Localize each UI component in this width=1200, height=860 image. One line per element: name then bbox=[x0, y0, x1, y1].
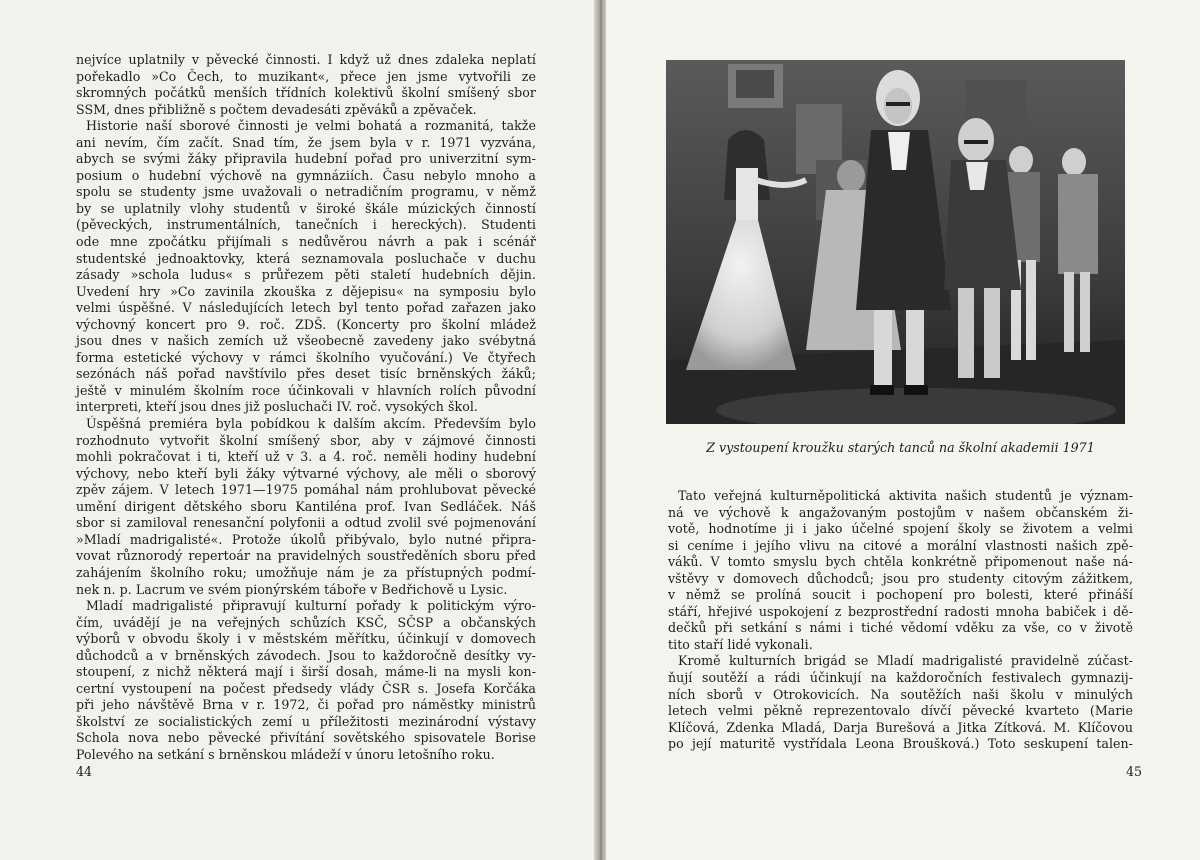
text-line: by se uplatnily vlohy studentů v široké škále múzických činností bbox=[76, 200, 536, 216]
text-line: sezónách náš pořad navštívilo přes deset tisíc brněnských žáků; bbox=[76, 366, 536, 382]
text-line: nejvíce uplatnily v pěvecké činnosti. I když už dnes zdaleka neplatí bbox=[76, 52, 536, 67]
text-line: studentské jednoaktovky, která seznamovala posluchače v duchu bbox=[76, 250, 536, 266]
text-line: Historie naší sborové činnosti je velmi bohatá a rozmanitá, takže bbox=[86, 118, 536, 134]
text-line: Uvedení hry »Co zavinila zkouška z dějepisu« na symposiu bylo bbox=[76, 283, 536, 299]
text-line: ná ve výchově k angažovaným postojům v našem občanském ži- bbox=[668, 504, 1133, 520]
text-line: výchovný koncert pro 9. roč. ZDŠ. (Koncerty pro školní mládež bbox=[76, 316, 536, 332]
text-line: ních sborů v Otrokovicích. Na soutěžích naši školu v minulých bbox=[668, 686, 1133, 702]
text-line: vovat různorodý repertoár na pravidelných soustředěních sboru před bbox=[76, 548, 536, 564]
text-line: ode mne zpočátku přijímali s nedůvěrou návrh a pak i scénář bbox=[76, 234, 536, 250]
left-page-number: 44 bbox=[76, 764, 93, 779]
text-line: velmi úspěšné. V následujících letech byl tento pořad zařazen jako bbox=[76, 300, 536, 316]
text-line: ňují soutěží a rádi účinkují na každoročních festivalech gymnazij- bbox=[668, 670, 1133, 686]
text-line: skromných počátků menších třídních kolektivů školní smíšený sbor bbox=[76, 85, 536, 101]
text-line: školství ze socialistických zemí u příležitosti mezinárodní výstavy bbox=[76, 713, 536, 729]
text-line: Schola nova nebo pěvecké přivítání sovětského spisovatele Borise bbox=[76, 730, 536, 746]
text-line: Tato veřejná kulturněpolitická aktivita našich studentů je význam- bbox=[678, 488, 1133, 503]
right-page-number: 45 bbox=[1126, 764, 1143, 779]
text-line: Kromě kulturních brigád se Mladí madrigalisté pravidelně zúčast- bbox=[678, 653, 1133, 669]
text-line: Polevého na setkání s brněnskou mládeží v únoru letošního roku. bbox=[76, 746, 495, 762]
text-line: ani nevím, čím začít. Snad tím, že jsem byla v r. 1971 vyzvána, bbox=[76, 134, 536, 150]
text-line: čím, uvádějí je na veřejných schůzích KSČ, SČSP a občanských bbox=[76, 614, 536, 630]
text-line: (pěveckých, instrumentálních, tanečních i hereckých). Studenti bbox=[76, 217, 536, 233]
text-line: mohli pokračovat i ti, kteří už v 3. a 4. roč. neměli hodiny hudební bbox=[76, 449, 536, 465]
text-line: certní vystoupení na počest předsedy vlády ČSR s. Josefa Korčáka bbox=[76, 680, 536, 696]
text-line: letech velmi pěkně reprezentovalo dívčí pěvecké kvarteto (Marie bbox=[668, 703, 1133, 719]
text-line: SSM, dnes přibližně s počtem devadesáti zpěváků a zpěvaček. bbox=[76, 101, 477, 117]
text-line: zásady »schola ludus« s průřezem pěti staletí hudebních dějin. bbox=[76, 267, 536, 283]
text-line: posium o hudební výchově na gymnáziích. Času nebylo mnoho a bbox=[76, 167, 536, 183]
text-line: Úspěšná premiéra byla pobídkou k dalším akcím. Především bylo bbox=[86, 416, 536, 432]
right-page bbox=[606, 0, 1200, 860]
text-line: pořekadlo »Co Čech, to muzikant«, přece jen jsme vytvořili ze bbox=[76, 68, 536, 84]
text-line: forma estetické výchovy v rámci školního vyučování.) Ve čtyřech bbox=[76, 349, 536, 365]
text-line: interpreti, kteří jsou dnes již posluchači IV. roč. vysokých škol. bbox=[76, 399, 478, 415]
text-line: Mladí madrigalisté připravují kulturní pořady k politickým výro- bbox=[86, 598, 536, 614]
text-line: spolu se studenty jsme uvažovali o netradičním programu, v němž bbox=[76, 184, 536, 200]
text-line: vštěvy v domovech důchodců; jsou pro studenty citovým zážitkem, bbox=[668, 570, 1133, 586]
text-line: důchodců a v brněnských závodech. Jsou to každoročně desítky vy- bbox=[76, 647, 536, 663]
text-line: stoupení, z nichž některá mají i širší dosah, máme-li na mysli kon- bbox=[76, 664, 536, 680]
text-line: zahájením školního roku; umožňuje nám je za přístupných podmí- bbox=[76, 564, 536, 580]
text-line: umění dirigent dětského sboru Kantiléna prof. Ivan Sedláček. Náš bbox=[76, 498, 536, 514]
text-line: abych se svými žáky připravila hudební pořad pro univerzitní sym- bbox=[76, 151, 536, 167]
text-line: si ceníme i jejího vlivu na citové a morální vlastnosti našich zpě- bbox=[668, 537, 1133, 553]
text-line: výchovy, nebo kteří byli žáky výtvarné výchovy, ale měli o sborový bbox=[76, 465, 536, 481]
text-line: zpěv zájem. V letech 1971—1975 pomáhal nám prohlubovat pěvecké bbox=[76, 482, 536, 498]
text-line: »Mladí madrigalisté«. Protože úkolů přibývalo, bylo nutné připra- bbox=[76, 531, 536, 547]
text-line: váků. V tomto smyslu bych chtěla konkrétně připomenout naše ná- bbox=[668, 554, 1133, 570]
text-line: při jeho návštěvě Brna v r. 1972, či pořad pro náměstky ministrů bbox=[76, 697, 536, 713]
photo-image bbox=[666, 60, 1125, 424]
text-line: sbor si zamiloval renesanční polyfonii a odtud zvolil své pojmenování bbox=[76, 515, 536, 531]
left-page bbox=[0, 0, 598, 860]
text-line: nek n. p. Lacrum ve svém pionýrském táboře v Bedřichově u Lysic. bbox=[76, 581, 508, 597]
text-line: dečků při setkání s námi i tiché vědomí vděku za vše, co v životě bbox=[668, 620, 1133, 636]
text-line: Klíčová, Zdenka Mladá, Darja Burešová a Jitka Zítková. M. Klíčovou bbox=[668, 719, 1133, 735]
text-line: tito staří lidé vykonali. bbox=[668, 636, 813, 652]
text-line: ještě v minulém školním roce účinkovali v hlavních rolích původní bbox=[76, 382, 536, 398]
text-line: votě, hodnotíme ji i jako účelné spojení školy se životem a velmi bbox=[668, 521, 1133, 537]
text-line: jsou dnes v našich zemích už všeobecně zavedeny jako svébytná bbox=[76, 333, 536, 349]
right-page-body-text bbox=[668, 488, 1133, 753]
text-line: v němž se prolíná soucit i pochopení pro bolesti, které přináší bbox=[668, 587, 1133, 603]
dance-performance-photo bbox=[666, 60, 1125, 424]
text-line: po její maturitě vystřídala Leona Broušková.) Toto seskupení talen- bbox=[668, 736, 1133, 752]
text-line: rozhodnuto vytvořit školní smíšený sbor, aby v zájmové činnosti bbox=[76, 432, 536, 448]
left-page-body-text bbox=[76, 52, 536, 764]
photo-caption: Z vystoupení kroužku starých tanců na školní akademii 1971 bbox=[706, 440, 1095, 455]
text-line: stáří, hřejivé uspokojení z bezprostřední radosti mnoha babiček i dě- bbox=[668, 603, 1133, 619]
text-line: výborů v obvodu školy i v městském měřítku, účinkují v domovech bbox=[76, 631, 536, 647]
